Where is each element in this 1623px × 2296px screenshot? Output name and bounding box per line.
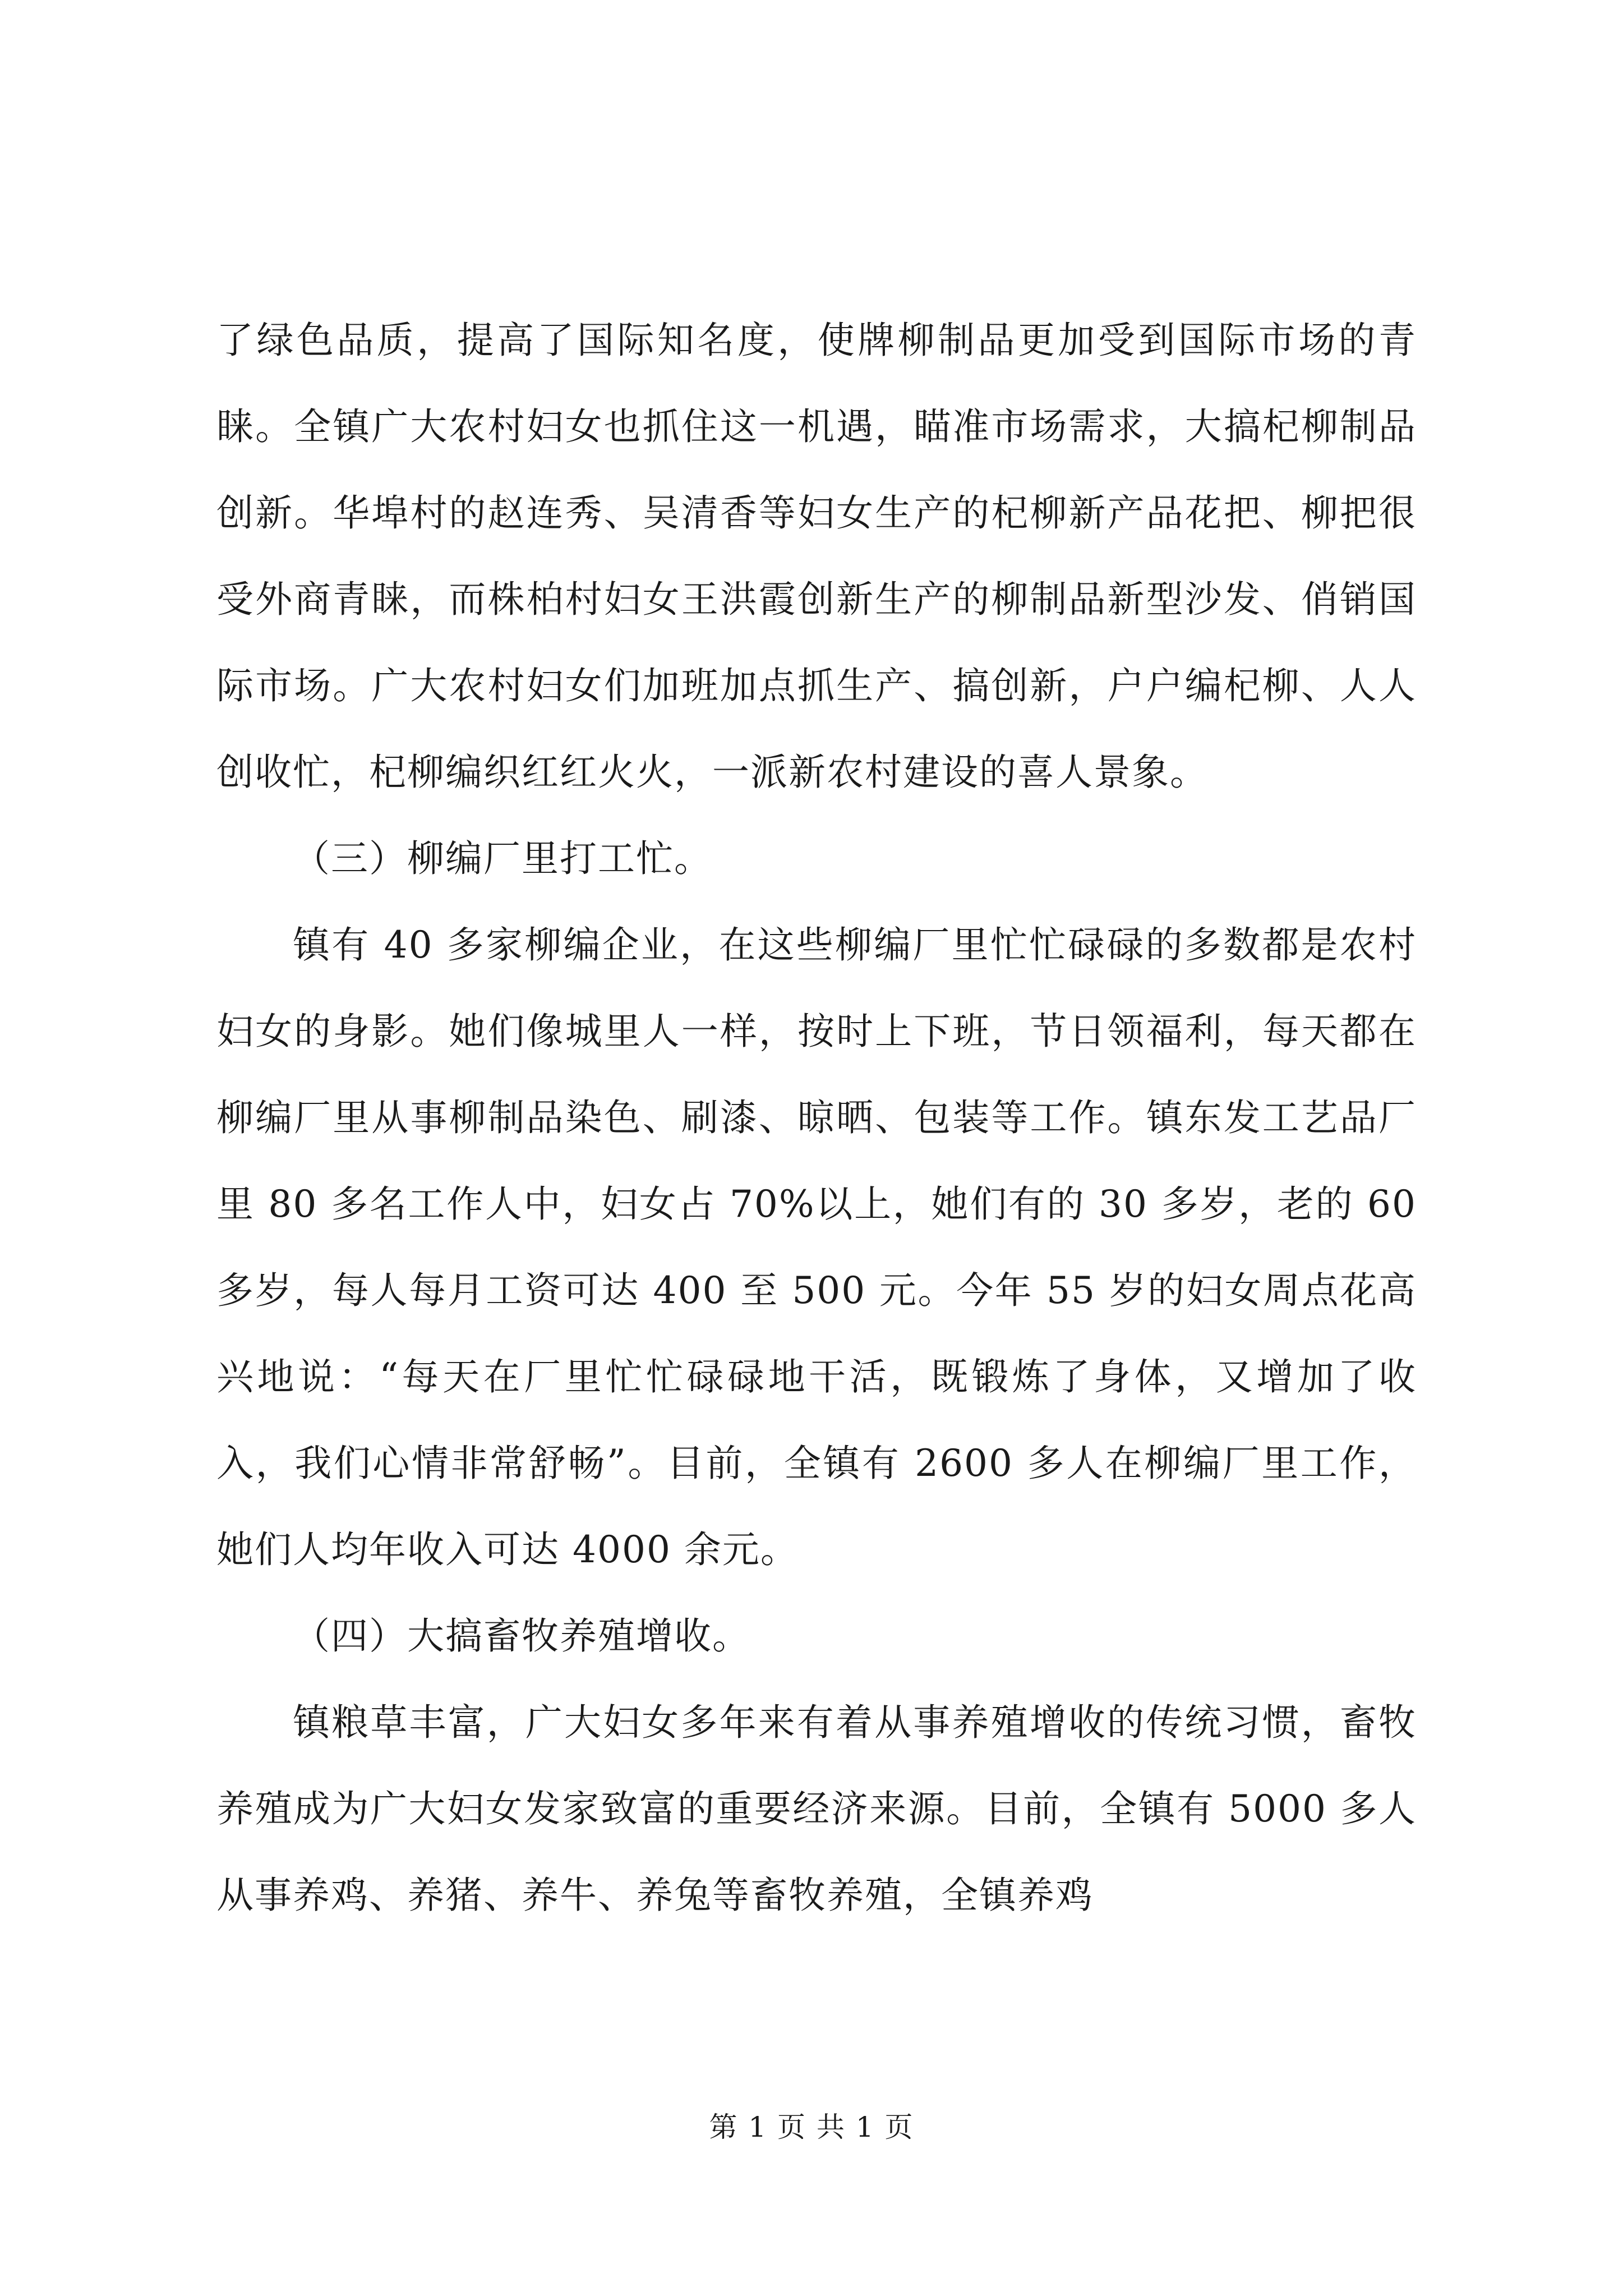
document-body <box>216 297 1417 1939</box>
section-heading-4: （四）大搞畜牧养殖增收。 <box>293 1614 750 1658</box>
paragraph-continuation: 了绿色品质，提高了国际知名度，使牌柳制品更加受到国际市场的青睐。全镇广大农村妇女也抓住这一机遇，瞄准市场需求，大搞杞柳制品创新。华埠村的赵连秀、吴清香等妇女生产的杞柳新产品花把、柳把很受外商青睐，而株柏村妇女王洪霞创新生产的柳制品新型沙发、俏销国际市场。广大农村妇女们加班加点抓生产、搞创新，户户编杞柳、人人创收忙，杞柳编织红红火火，一派新农村建设的喜人景象。 <box>216 319 1417 794</box>
paragraph-section-3: 镇有 40 多家柳编企业，在这些柳编厂里忙忙碌碌的多数都是农村妇女的身影。她们像城里人一样，按时上下班，节日领福利，每天都在柳编厂里从事柳制品染色、刷漆、晾晒、包装等工作。镇东发工艺品厂里 80 多名工作人中，妇女占 70%以上，她们有的 30 多岁，老的 60 多岁，每人每月工资可达 400 至 500 元。今年 55 岁的妇女周点花高兴地说：“每天在厂里忙忙碌碌地干活，既锻炼了身体，又增加了收入，我们心情非常舒畅”。目前，全镇有 2600 多人在柳编厂里工作，她们人均年收入可达 4000 余元。 <box>216 923 1417 1571</box>
section-heading-3: （三）柳编厂里打工忙。 <box>293 837 712 880</box>
paragraph-section-4: 镇粮草丰富，广大妇女多年来有着从事养殖增收的传统习惯，畜牧养殖成为广大妇女发家致富的重要经济来源。目前，全镇有 5000 多人从事养鸡、养猪、养牛、养兔等畜牧养殖，全镇养鸡 <box>216 1701 1417 1917</box>
page-number-footer: 第 1 页 共 1 页 <box>709 2111 914 2143</box>
